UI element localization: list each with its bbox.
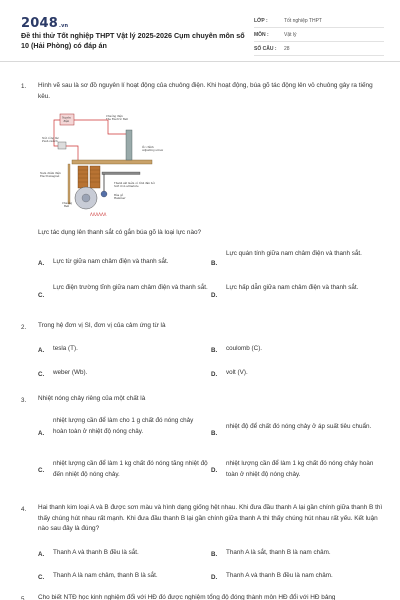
sound-waves: ΛΛΛΛΛΛ: [90, 212, 107, 217]
question-text: Hai thanh kim loại A và B được sơn màu và hình dạng giống hệt nhau. Khi đưa đầu thanh A lại gần chính giữa thanh B thì thấy chúng hút nhau rất mạnh. Khi đưa đầu thanh B lại gần chính giữa thanh A thì thấy chúng hút nhau rất yếu. Kết luận nào sau đây là đúng?: [38, 504, 383, 532]
meta-key: LỚP :: [254, 18, 268, 24]
question-number: 1.: [21, 83, 27, 90]
push-switch: [58, 142, 66, 149]
option-text[interactable]: volt (V).: [226, 369, 248, 376]
option-letter[interactable]: A.: [38, 347, 45, 354]
option-text[interactable]: nhiệt lượng cần để làm cho 1 g chất đó nóng chảy hoàn toàn ở nhiệt độ nóng chảy.: [53, 417, 194, 435]
option-text[interactable]: Thanh A và thanh B đều là nam châm.: [226, 572, 333, 579]
label-screw: Ốc chỉnh: [142, 146, 154, 149]
label-source: Nguồn: [62, 116, 71, 120]
option-text[interactable]: nhiệt lượng cần để làm 1 kg chất đó nóng chảy hoàn toàn ở nhiệt độ nóng chảy.: [226, 460, 374, 478]
option-text[interactable]: Thanh A là sắt, thanh B là nam châm.: [226, 549, 331, 556]
logo-tld: .vn: [58, 23, 69, 29]
option-text[interactable]: nhiệt lượng cần để làm 1 kg chất đó nóng tăng nhiệt độ đến nhiệt độ nóng chảy.: [53, 460, 208, 478]
label-armature-en: Soft iron armature: [114, 185, 139, 188]
question-text: Cho biết NTĐ học kinh nghiệm đổi với HĐ đó được nghiệm tổng độ đóng thành môn HĐ đổi với HĐ bảng: [38, 594, 336, 600]
option-letter[interactable]: A.: [38, 430, 45, 437]
exam-header: [0, 0, 400, 62]
hammer-head: [101, 191, 107, 197]
option-letter[interactable]: B.: [211, 430, 218, 437]
option-letter[interactable]: B.: [211, 260, 218, 267]
option-text[interactable]: Thanh A và thanh B đều là sắt.: [53, 549, 139, 556]
label-gong: Chuông: [62, 202, 73, 205]
meta-row-class: [254, 14, 384, 28]
meta-key: MÔN :: [254, 32, 269, 38]
label-button-en: Push switch: [42, 140, 58, 143]
question-number: 5.: [21, 596, 27, 600]
question-number: 3.: [21, 397, 27, 404]
option-letter[interactable]: A.: [38, 551, 45, 558]
option-letter[interactable]: C.: [38, 574, 45, 581]
option-letter[interactable]: B.: [211, 347, 218, 354]
label-source2: điện: [63, 120, 70, 123]
label-button: Nút công tắc: [42, 137, 60, 140]
option-text[interactable]: Lực quán tính giữa nam châm điện và thanh sắt.: [226, 250, 362, 257]
meta-row-subject: [254, 28, 384, 42]
exam-title: Đề thi thử Tốt nghiệp THPT Vật lý 2025-2026 Cụm chuyên môn số 10 (Hải Phòng) có đáp án: [21, 31, 245, 50]
label-hammer-en: Hammer: [114, 197, 126, 200]
label-magnet: Nam châm điện: [40, 172, 61, 175]
option-text[interactable]: Lực hấp dẫn giữa nam châm điện và thanh sắt.: [226, 284, 359, 291]
electromagnet-coil-1: [78, 166, 88, 188]
soft-iron-armature: [102, 172, 140, 175]
option-text[interactable]: tesla (T).: [53, 345, 78, 352]
option-text[interactable]: Lực từ giữa nam châm điện và thanh sắt.: [53, 258, 169, 265]
option-letter[interactable]: C.: [38, 292, 45, 299]
meta-value: Tốt nghiệp THPT: [284, 18, 322, 24]
electromagnet-coil-2: [90, 166, 100, 188]
option-letter[interactable]: D.: [211, 371, 218, 378]
label-bell-en: The Electric Bell: [106, 118, 128, 121]
option-letter[interactable]: C.: [38, 467, 45, 474]
label-bell: Chuông điện: [106, 115, 123, 118]
question-text: Hình vẽ sau là sơ đồ nguyên lí hoạt động của chuông điện. Khi hoạt động, búa gõ tác động lên vỏ chuông gây ra tiếng kêu.: [38, 82, 373, 100]
label-armature: Thanh sắt mềm có tính đàn hồi: [114, 182, 155, 185]
option-letter[interactable]: A.: [38, 260, 45, 267]
meta-value: Vật lý: [284, 32, 297, 38]
meta-row-count: [254, 42, 384, 56]
option-letter[interactable]: B.: [211, 551, 218, 558]
meta-value: 28: [284, 46, 290, 52]
label-hammer: Búa gõ: [114, 194, 124, 197]
option-text[interactable]: Thanh A là nam châm, thanh B là sắt.: [53, 572, 158, 579]
meta-key: SỐ CÂU :: [254, 46, 277, 52]
question-prompt: Lực tác dụng lên thanh sắt có gắn búa gõ là loại lực nào?: [38, 229, 202, 236]
electric-bell-diagram: [38, 112, 188, 222]
exam-meta: [254, 14, 384, 56]
option-text[interactable]: weber (Wb).: [53, 369, 88, 376]
logo-text: 2048: [21, 16, 58, 31]
option-letter[interactable]: D.: [211, 574, 218, 581]
question-number: 2.: [21, 324, 27, 331]
option-text[interactable]: nhiệt độ để chất đó nóng chảy ở áp suất tiêu chuẩn.: [226, 423, 372, 430]
label-gong-en: Bell: [64, 205, 70, 208]
label-screw-en: Adjusting screw: [142, 149, 164, 152]
question-text: Trong hệ đơn vị SI, đơn vị của cảm ứng từ là: [38, 322, 166, 329]
option-letter[interactable]: D.: [211, 467, 218, 474]
site-logo[interactable]: [21, 16, 68, 31]
adjusting-screw: [126, 130, 132, 160]
question-number: 4.: [21, 506, 27, 513]
option-text[interactable]: coulomb (C).: [226, 345, 263, 352]
option-letter[interactable]: D.: [211, 292, 218, 299]
question-text: Nhiệt nóng chảy riêng của một chất là: [38, 395, 146, 402]
label-magnet-en: Electromagnet: [40, 175, 60, 178]
option-letter[interactable]: C.: [38, 371, 45, 378]
option-text[interactable]: Lực điện trường tĩnh giữa nam châm điện và thanh sắt.: [53, 284, 208, 291]
